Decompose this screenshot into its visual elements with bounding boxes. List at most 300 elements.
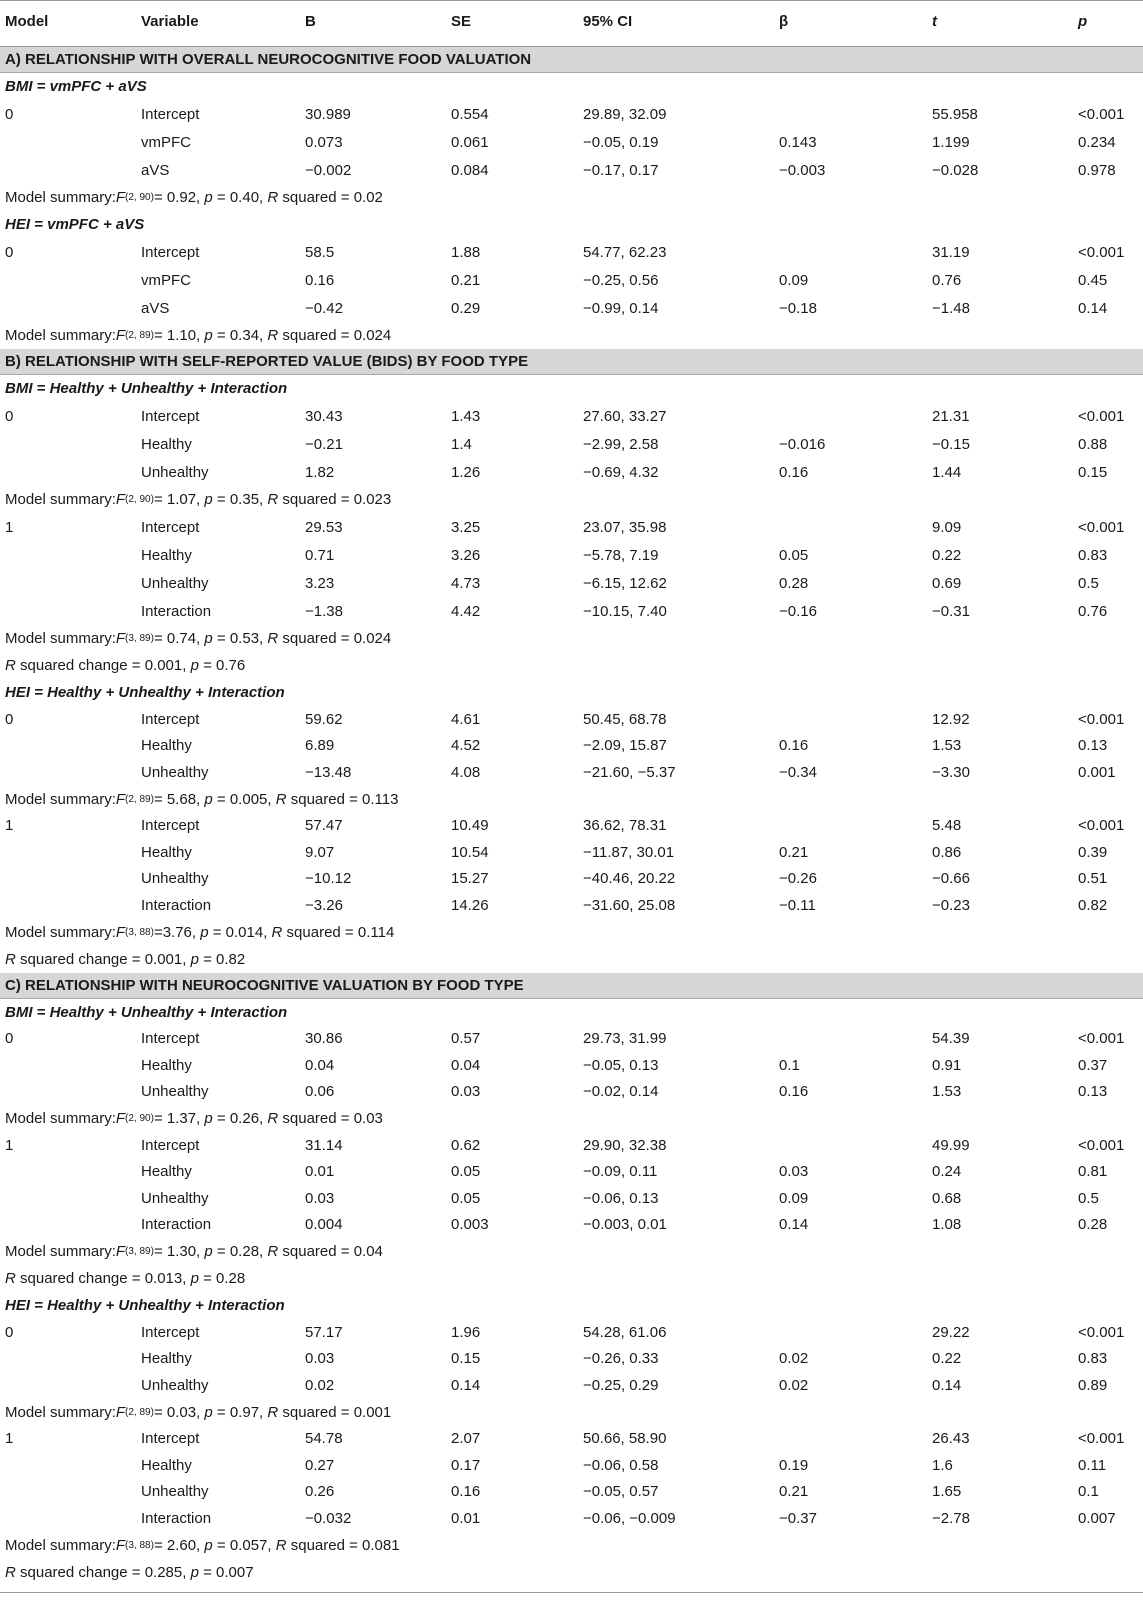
cell-variable: Unhealthy [141,763,209,781]
model-equation-text: HEI = Healthy + Unhealthy + Interaction [5,684,285,701]
cell-t: 49.99 [932,1136,970,1154]
cell-se: 3.25 [451,518,481,536]
summary-stats: = 5.68, p = 0.005, R squared = 0.113 [153,790,399,808]
cell-beta: 0.16 [779,737,809,755]
cell-b: 57.47 [305,817,343,835]
section-heading-text: C) RELATIONSHIP WITH NEUROCOGNITIVE VALUATION BY FOOD TYPE [5,976,524,994]
summary-prefix: Model summary: [5,491,116,508]
cell-t: −0.31 [932,602,970,620]
cell-t: 1.08 [932,1216,962,1234]
cell-se: 1.43 [451,407,481,425]
cell-variable: Intercept [141,817,200,835]
cell-variable: Interaction [141,896,212,914]
model-equation [0,679,1143,706]
table-row [0,733,1143,760]
cell-variable: Intercept [141,710,200,728]
cell-p: <0.001 [1078,1136,1125,1154]
cell-p: 0.001 [1078,763,1116,781]
cell-variable: Unhealthy [141,1083,209,1101]
cell-ci: −0.003, 0.01 [583,1216,667,1234]
cell-t: 29.22 [932,1323,970,1341]
cell-beta: 0.1 [779,1056,800,1074]
summary-stats: = 0.03, p = 0.97, R squared = 0.001 [153,1403,392,1421]
cell-p: 0.89 [1078,1376,1108,1394]
cell-se: 10.54 [451,843,489,861]
cell-b: −10.12 [305,870,352,888]
cell-t: −3.30 [932,763,970,781]
cell-beta: 0.28 [779,574,809,592]
header-se: SE [451,13,472,30]
table-row [0,458,1143,486]
header-ci: 95% CI [583,13,633,30]
cell-t: 1.53 [932,1083,962,1101]
header-b: B [305,13,316,30]
cell-p: 0.1 [1078,1483,1099,1501]
cell-p: <0.001 [1078,817,1125,835]
cell-variable: aVS [141,299,170,317]
cell-variable: Healthy [141,435,192,453]
table-row [0,1185,1143,1212]
cell-se: 0.62 [451,1136,481,1154]
cell-ci: 29.73, 31.99 [583,1030,667,1048]
cell-beta: 0.05 [779,546,809,564]
cell-t: 55.958 [932,105,978,123]
section-heading [0,349,1143,375]
cell-variable: Intercept [141,1030,200,1048]
cell-t: 21.31 [932,407,970,425]
cell-variable: Intercept [141,1136,200,1154]
summary-df: (2, 90) [125,494,154,505]
cell-model: 0 [5,243,14,261]
cell-ci: −0.06, 0.58 [583,1456,659,1474]
cell-variable: Unhealthy [141,1483,209,1501]
summary-f-symbol: F [115,923,126,941]
model-summary [0,1559,1143,1586]
cell-ci: −31.60, 25.08 [583,896,676,914]
summary-stats: R squared change = 0.001, p = 0.82 [5,950,246,968]
cell-model: 0 [5,407,14,425]
table-row [0,513,1143,541]
cell-t: 0.22 [932,1350,962,1368]
cell-beta: 0.16 [779,463,809,481]
model-summary [0,184,1143,211]
cell-se: 0.061 [451,133,489,151]
cell-se: 2.07 [451,1430,481,1448]
model-summary [0,625,1143,652]
cell-ci: −0.26, 0.33 [583,1350,659,1368]
cell-variable: Healthy [141,1350,192,1368]
cell-se: 1.4 [451,435,472,453]
summary-f-symbol: F [115,327,126,344]
summary-f-symbol: F [115,1536,126,1554]
cell-beta: 0.09 [779,1189,809,1207]
cell-ci: −40.46, 20.22 [583,870,676,888]
cell-b: 1.82 [305,463,335,481]
cell-t: 5.48 [932,817,962,835]
summary-stats: R squared change = 0.285, p = 0.007 [5,1563,254,1581]
cell-t: 1.65 [932,1483,962,1501]
cell-beta: 0.143 [779,133,817,151]
cell-b: 57.17 [305,1323,343,1341]
cell-t: −0.15 [932,435,970,453]
table-row [0,1479,1143,1506]
model-equation-text: BMI = Healthy + Unhealthy + Interaction [5,1003,288,1021]
model-equation-text: HEI = Healthy + Unhealthy + Interaction [5,1297,285,1314]
model-summary-text [5,652,245,679]
cell-variable: Intercept [141,1430,200,1448]
cell-b: −3.26 [305,896,343,914]
table-row [0,430,1143,458]
cell-ci: −5.78, 7.19 [583,546,659,564]
cell-variable: Intercept [141,407,200,425]
cell-ci: −0.25, 0.29 [583,1376,659,1394]
model-summary-text [5,946,245,973]
cell-p: 0.37 [1078,1056,1108,1074]
cell-ci: −6.15, 12.62 [583,574,667,592]
cell-model: 0 [5,1030,14,1048]
model-summary-text [5,1559,254,1586]
model-summary-text [5,322,391,349]
cell-variable: Intercept [141,243,200,261]
model-equation [0,375,1143,402]
model-equation [0,1292,1143,1319]
cell-p: 0.45 [1078,271,1108,289]
cell-variable: vmPFC [141,133,191,151]
section-heading [0,47,1143,73]
cell-t: 31.19 [932,243,970,261]
cell-t: 1.199 [932,133,970,151]
summary-prefix: Model summary: [5,1536,116,1554]
cell-se: 4.08 [451,763,481,781]
table-row [0,866,1143,893]
cell-t: 0.69 [932,574,962,592]
cell-ci: −0.25, 0.56 [583,271,659,289]
cell-beta: 0.16 [779,1083,809,1101]
cell-b: 30.989 [305,105,351,123]
cell-se: 0.14 [451,1376,481,1394]
cell-beta: 0.14 [779,1216,809,1234]
cell-p: 0.82 [1078,896,1108,914]
cell-se: 0.003 [451,1216,489,1234]
cell-variable: Unhealthy [141,1376,209,1394]
model-equation-text: BMI = vmPFC + aVS [5,78,147,95]
cell-ci: −0.06, −0.009 [583,1509,676,1527]
cell-model: 0 [5,1323,14,1341]
cell-variable: vmPFC [141,271,191,289]
cell-b: 0.004 [305,1216,343,1234]
model-summary [0,786,1143,813]
model-summary [0,1399,1143,1426]
table-bottom-rule [0,1592,1143,1593]
cell-p: <0.001 [1078,407,1125,425]
table-row [0,156,1143,184]
cell-beta: −0.37 [779,1509,817,1527]
cell-se: 4.73 [451,574,481,592]
cell-se: 0.554 [451,105,489,123]
cell-ci: 23.07, 35.98 [583,518,667,536]
cell-model: 1 [5,1136,14,1154]
cell-p: <0.001 [1078,710,1125,728]
model-summary [0,919,1143,946]
summary-df: (2, 89) [125,330,154,341]
cell-p: 0.28 [1078,1216,1108,1234]
cell-model: 1 [5,518,14,536]
model-summary [0,946,1143,973]
cell-beta: 0.19 [779,1456,809,1474]
summary-f-symbol: F [115,630,126,647]
table-row [0,1319,1143,1346]
cell-p: 0.13 [1078,1083,1108,1101]
table-row [0,813,1143,840]
section-heading-text: B) RELATIONSHIP WITH SELF-REPORTED VALUE (BIDS) BY FOOD TYPE [5,353,529,370]
summary-df: (3, 88) [125,1539,154,1551]
cell-beta: 0.03 [779,1163,809,1181]
section-heading-text: A) RELATIONSHIP WITH OVERALL NEUROCOGNITIVE FOOD VALUATION [5,51,532,68]
cell-se: 1.26 [451,463,481,481]
model-equation [0,211,1143,238]
cell-p: 0.76 [1078,602,1108,620]
cell-variable: Healthy [141,737,192,755]
table-row [0,238,1143,266]
cell-ci: 50.66, 58.90 [583,1430,667,1448]
summary-stats: = 1.10, p = 0.34, R squared = 0.024 [153,327,392,344]
model-summary [0,1532,1143,1559]
summary-f-symbol: F [115,491,126,508]
summary-stats: R squared change = 0.013, p = 0.28 [5,1270,246,1287]
cell-ci: 29.90, 32.38 [583,1136,667,1154]
model-summary [0,1238,1143,1265]
model-summary [0,322,1143,349]
cell-ci: −0.99, 0.14 [583,299,659,317]
cell-p: 0.39 [1078,843,1108,861]
cell-t: 0.76 [932,271,962,289]
cell-variable: Interaction [141,602,212,620]
model-summary [0,652,1143,679]
cell-se: 10.49 [451,817,489,835]
summary-df: (3, 88) [125,926,154,938]
summary-stats: R squared change = 0.001, p = 0.76 [5,657,246,674]
table-row [0,402,1143,430]
cell-p: 0.5 [1078,574,1099,592]
cell-variable: Healthy [141,546,192,564]
cell-beta: 0.21 [779,843,809,861]
cell-b: 0.04 [305,1056,335,1074]
cell-variable: Healthy [141,1456,192,1474]
cell-p: 0.13 [1078,737,1108,755]
model-equation [0,999,1143,1026]
summary-f-symbol: F [115,790,126,808]
header-beta: β [779,13,789,30]
cell-b: 0.16 [305,271,335,289]
cell-se: 0.29 [451,299,481,317]
cell-model: 0 [5,105,14,123]
cell-b: 30.86 [305,1030,343,1048]
cell-p: <0.001 [1078,105,1125,123]
cell-ci: −0.02, 0.14 [583,1083,659,1101]
cell-variable: Unhealthy [141,1189,209,1207]
table-row [0,1426,1143,1453]
section-heading [0,973,1143,999]
cell-se: 0.17 [451,1456,481,1474]
cell-se: 0.05 [451,1163,481,1181]
cell-t: −2.78 [932,1509,970,1527]
table-row [0,1079,1143,1106]
cell-b: 59.62 [305,710,343,728]
summary-df: (3, 89) [125,633,154,644]
cell-se: 0.57 [451,1030,481,1048]
model-summary-text [5,1532,400,1559]
cell-ci: −21.60, −5.37 [583,763,676,781]
cell-ci: −11.87, 30.01 [583,843,675,861]
cell-t: 26.43 [932,1430,970,1448]
summary-prefix: Model summary: [5,1403,116,1421]
summary-stats: =3.76, p = 0.014, R squared = 0.114 [153,923,395,941]
model-summary-text [5,919,394,946]
cell-p: 0.83 [1078,546,1108,564]
model-summary-text [5,184,383,211]
cell-se: 0.15 [451,1350,481,1368]
cell-b: 0.27 [305,1456,335,1474]
cell-beta: −0.18 [779,299,817,317]
cell-b: 0.06 [305,1083,335,1101]
cell-p: 0.14 [1078,299,1108,317]
cell-t: 0.24 [932,1163,962,1181]
table-row [0,294,1143,322]
summary-prefix: Model summary: [5,923,116,941]
summary-prefix: Model summary: [5,790,116,808]
summary-stats: = 1.07, p = 0.35, R squared = 0.023 [153,491,392,508]
cell-ci: −0.17, 0.17 [583,161,659,179]
cell-ci: −0.05, 0.13 [583,1056,659,1074]
cell-beta: −0.34 [779,763,817,781]
cell-b: 0.26 [305,1483,335,1501]
cell-ci: 36.62, 78.31 [583,817,667,835]
cell-variable: Interaction [141,1216,212,1234]
table-row [0,892,1143,919]
cell-b: −1.38 [305,602,343,620]
cell-se: 4.42 [451,602,481,620]
cell-p: 0.83 [1078,1350,1108,1368]
cell-t: 0.68 [932,1189,962,1207]
cell-model: 1 [5,817,14,835]
cell-model: 1 [5,1430,14,1448]
cell-p: 0.51 [1078,870,1108,888]
cell-variable: Intercept [141,105,200,123]
cell-t: 0.14 [932,1376,962,1394]
cell-t: 1.53 [932,737,962,755]
cell-se: 15.27 [451,870,489,888]
cell-variable: Healthy [141,843,192,861]
table-row [0,759,1143,786]
summary-stats: = 2.60, p = 0.057, R squared = 0.081 [153,1536,400,1554]
cell-variable: Healthy [141,1163,192,1181]
model-summary [0,1265,1143,1292]
cell-ci: −0.09, 0.11 [583,1163,658,1181]
cell-variable: Intercept [141,518,200,536]
table-body [0,47,1143,1586]
header-p: p [1078,13,1088,30]
cell-b: 54.78 [305,1430,343,1448]
model-summary-text [5,625,391,652]
summary-df: (3, 89) [125,1246,154,1257]
cell-b: −0.21 [305,435,343,453]
cell-b: 3.23 [305,574,335,592]
cell-t: 1.44 [932,463,962,481]
cell-se: 4.52 [451,737,481,755]
cell-se: 1.88 [451,243,481,261]
model-summary-text [5,1265,245,1292]
model-summary [0,1105,1143,1132]
cell-ci: −0.05, 0.57 [583,1483,659,1501]
summary-stats: = 1.30, p = 0.28, R squared = 0.04 [153,1243,383,1260]
header-model: Model [5,13,49,30]
cell-se: 0.04 [451,1056,481,1074]
cell-ci: −0.69, 4.32 [583,463,659,481]
table-row [0,569,1143,597]
summary-f-symbol: F [115,1403,126,1421]
cell-p: <0.001 [1078,1030,1125,1048]
cell-ci: −0.05, 0.19 [583,133,659,151]
table-row [0,266,1143,294]
table-row [0,128,1143,156]
summary-prefix: Model summary: [5,630,116,647]
cell-p: 0.234 [1078,133,1116,151]
cell-variable: Unhealthy [141,574,209,592]
summary-f-symbol: F [115,189,126,206]
cell-p: <0.001 [1078,518,1125,536]
cell-p: 0.5 [1078,1189,1099,1207]
table-row [0,1159,1143,1186]
cell-beta: −0.26 [779,870,817,888]
table-row [0,1052,1143,1079]
cell-variable: Unhealthy [141,463,209,481]
summary-stats: = 0.74, p = 0.53, R squared = 0.024 [153,630,392,647]
summary-prefix: Model summary: [5,189,116,206]
cell-ci: 54.77, 62.23 [583,243,667,261]
header-t: t [932,13,937,30]
cell-t: −0.028 [932,161,979,179]
model-summary-text [5,1105,383,1132]
cell-p: 0.15 [1078,463,1108,481]
model-summary-text [5,1399,391,1426]
cell-beta: −0.016 [779,435,826,453]
cell-beta: 0.02 [779,1350,809,1368]
cell-p: 0.007 [1078,1509,1116,1527]
model-summary [0,486,1143,513]
cell-b: −13.48 [305,763,352,781]
cell-beta: −0.16 [779,602,817,620]
cell-t: −0.66 [932,870,970,888]
cell-t: 9.09 [932,518,962,536]
summary-f-symbol: F [115,1110,126,1127]
cell-b: 29.53 [305,518,343,536]
cell-ci: 50.45, 68.78 [583,710,667,728]
cell-variable: Interaction [141,1509,212,1527]
table-row [0,1372,1143,1399]
table-row [0,1132,1143,1159]
cell-p: 0.11 [1078,1456,1107,1474]
cell-p: 0.88 [1078,435,1108,453]
table-row [0,541,1143,569]
model-summary-text [5,1238,383,1265]
cell-t: 0.91 [932,1056,962,1074]
model-equation [0,73,1143,100]
cell-se: 4.61 [451,710,481,728]
model-summary-text [5,486,391,513]
summary-prefix: Model summary: [5,327,116,344]
cell-se: 0.21 [451,271,481,289]
summary-prefix: Model summary: [5,1110,116,1127]
